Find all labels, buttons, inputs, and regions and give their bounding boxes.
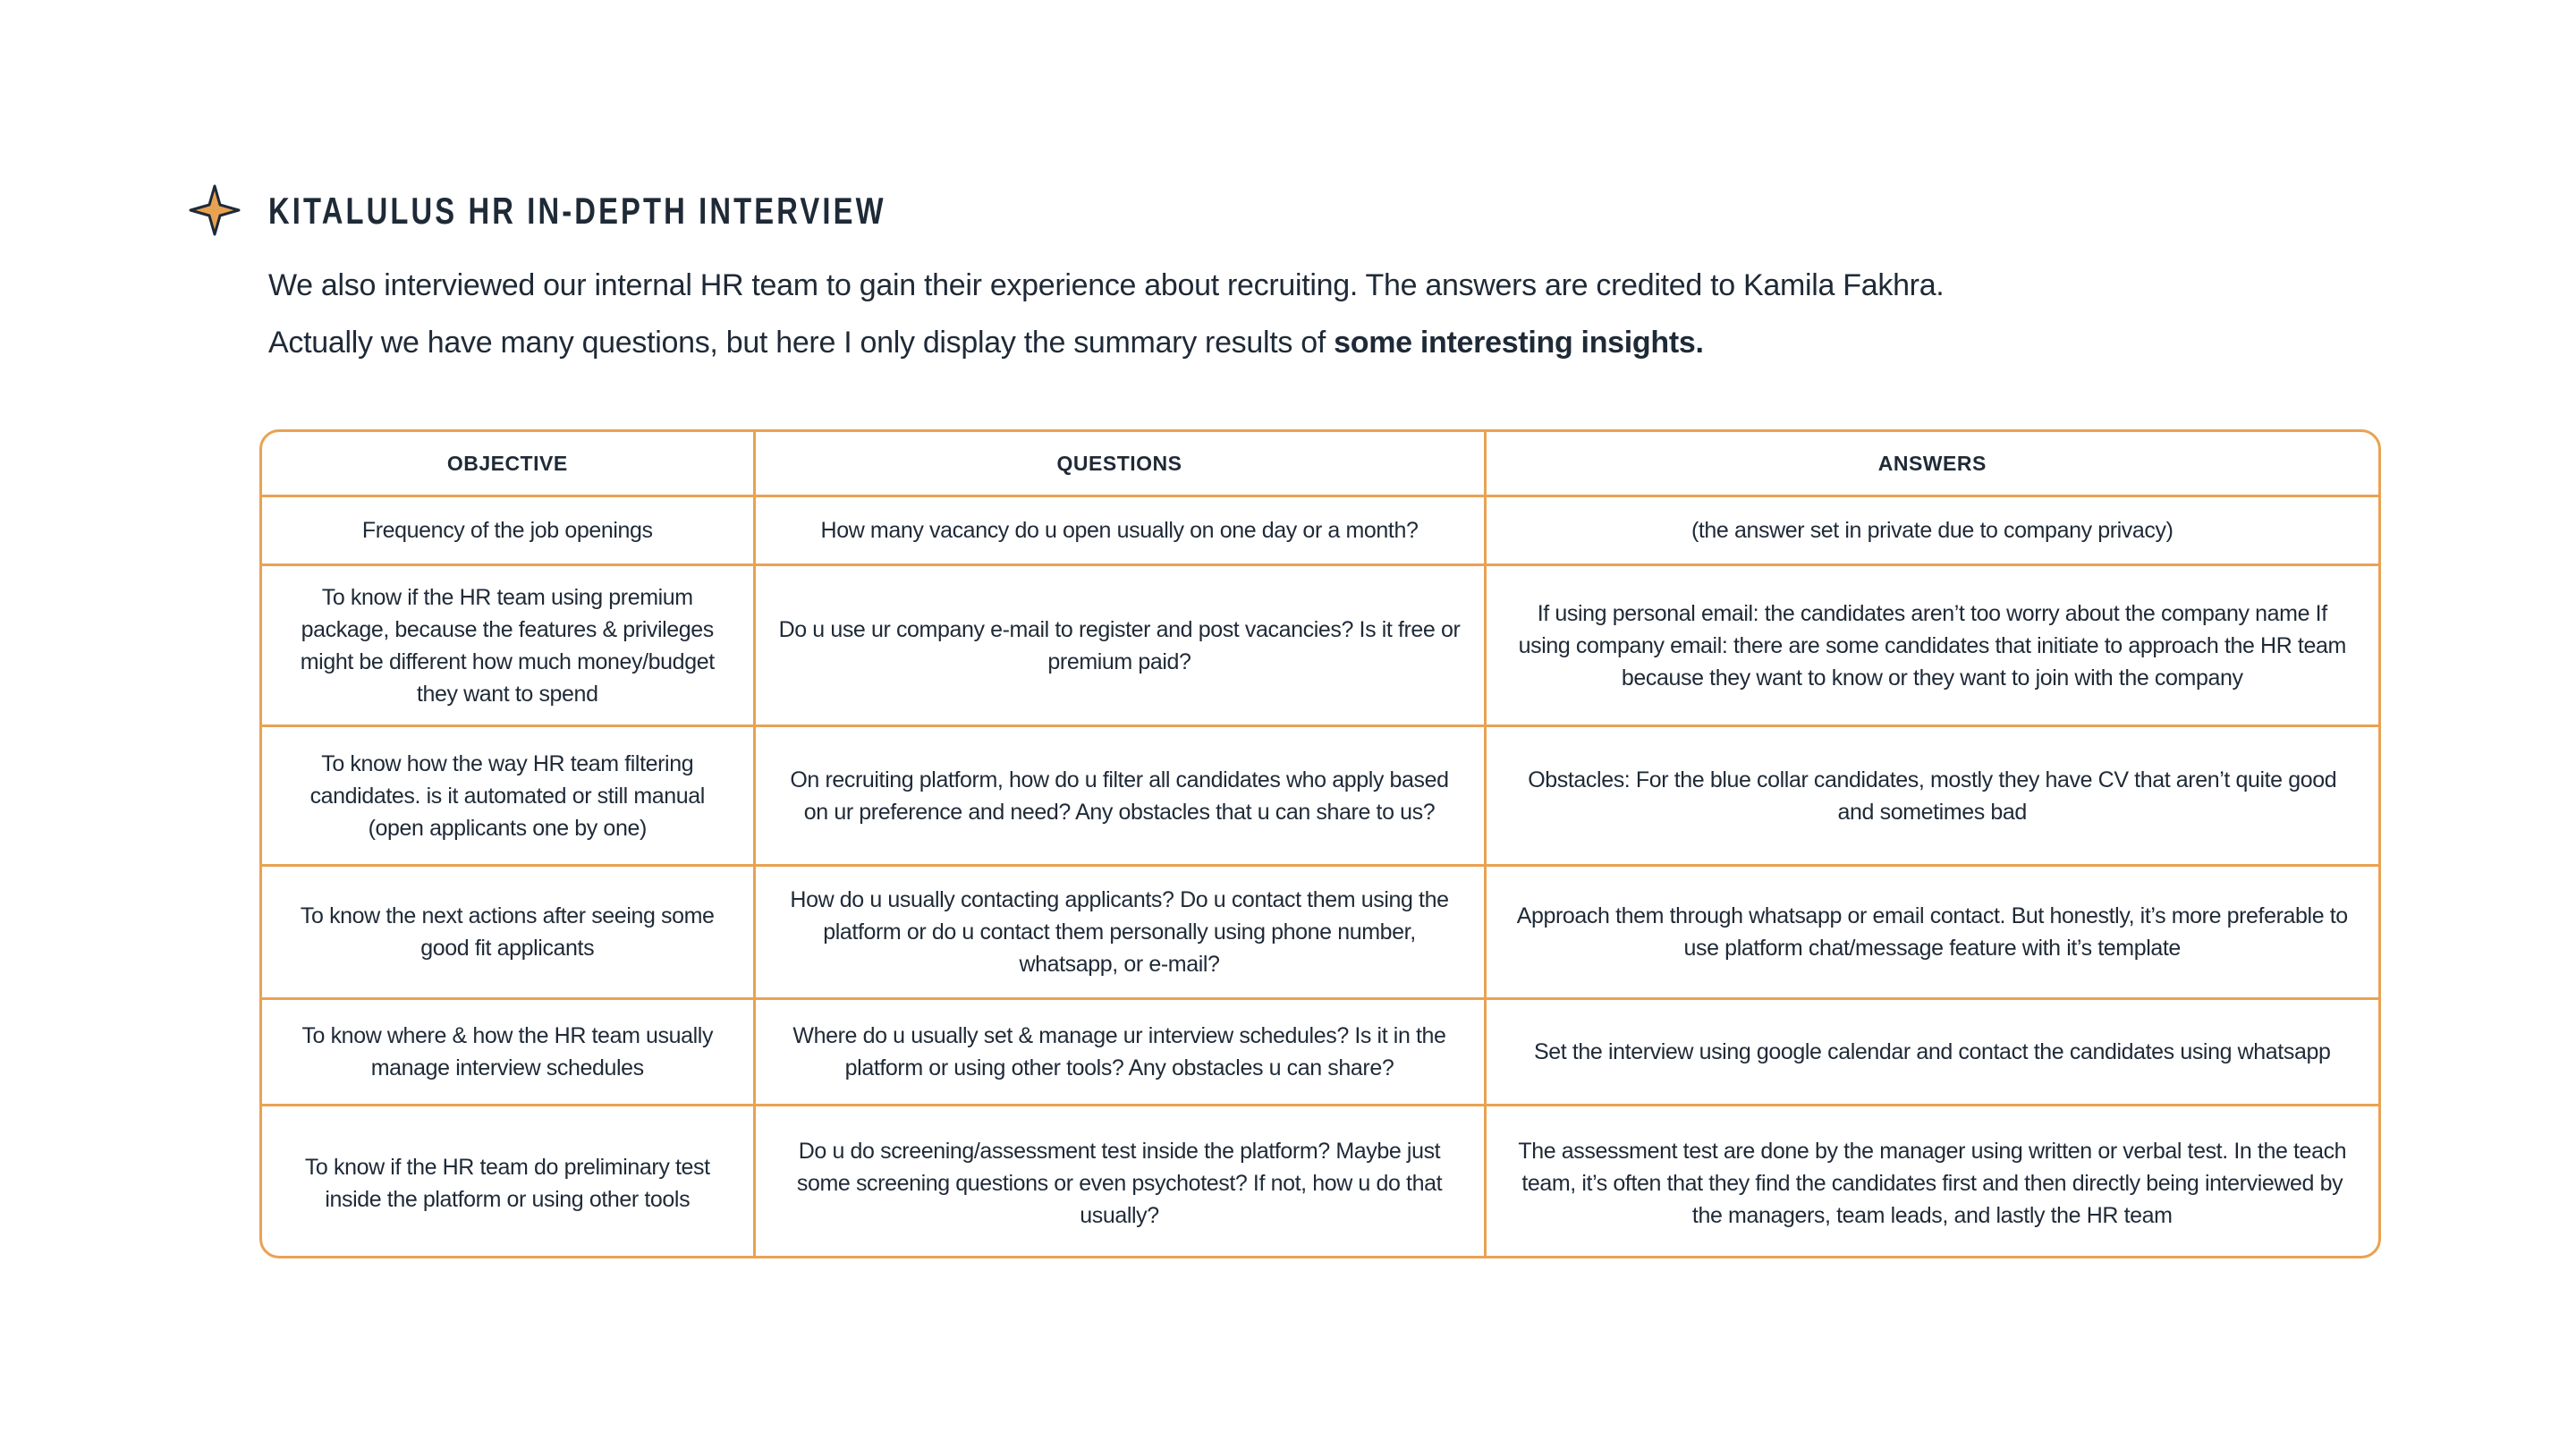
table-row [262,496,2378,565]
question-cell: How do u usually contacting applicants? Do u contact them using the platform or do u contact them personally using phone number, whatsapp, or e-mail? [754,866,1485,999]
answer-cell: The assessment test are done by the manager using written or verbal test. In the teach team, it’s often that they find the candidates first and then directly being interviewed by the managers, team leads, and lastly the HR team [1485,1106,2378,1259]
question-cell: On recruiting platform, how do u filter all candidates who apply based on ur preference and need? Any obstacles that u can share to us? [754,726,1485,866]
objective-cell: To know if the HR team using premium package, because the features & privileges might be different how much money/budget they want to spend [262,565,754,726]
interview-table [259,429,2381,1258]
question-cell: Do u do screening/assessment test inside the platform? Maybe just some screening questions or even psychotest? If not, how u do that usually? [754,1106,1485,1259]
intro-text: We also interviewed our internal HR team to gain their experience about recruiting. The answers are credited to Kamila Fakhra. [268,268,1945,302]
objective-cell: To know where & how the HR team usually manage interview schedules [262,999,754,1106]
table-row [262,565,2378,726]
answer-cell: Obstacles: For the blue collar candidates, mostly they have CV that aren’t quite good and sometimes bad [1485,726,2378,866]
column-header-questions: QUESTIONS [754,432,1485,496]
table-row [262,866,2378,999]
objective-cell: To know how the way HR team filtering candidates. is it automated or still manual (open applicants one by one) [262,726,754,866]
table-row [262,1106,2378,1259]
intro-text-bold: some interesting insights. [1334,326,1704,360]
table-row [262,726,2378,866]
objective-cell: Frequency of the job openings [262,496,754,565]
intro-text-plain: Actually we have many questions, but here I only display the summary results of [268,326,1335,360]
question-cell: How many vacancy do u open usually on one day or a month? [754,496,1485,565]
page-title: KITALULUS HR IN-DEPTH INTERVIEW [268,190,886,232]
four-point-star-icon [188,183,242,237]
column-header-objective: OBJECTIVE [262,432,754,496]
answer-cell: If using personal email: the candidates aren’t too worry about the company name If using company email: there are some candidates that initiate to approach the HR team because they want to know or they want to join with the company [1485,565,2378,726]
objective-cell: To know if the HR team do preliminary test inside the platform or using other tools [262,1106,754,1259]
answer-cell: Approach them through whatsapp or email contact. But honestly, it’s more preferable to use platform chat/message feature with it’s template [1485,866,2378,999]
column-header-answers: ANSWERS [1485,432,2378,496]
answer-cell: Set the interview using google calendar and contact the candidates using whatsapp [1485,999,2378,1106]
answer-cell: (the answer set in private due to company privacy) [1485,496,2378,565]
question-cell: Do u use ur company e-mail to register and post vacancies? Is it free or premium paid? [754,565,1485,726]
intro-text-2 [268,326,1704,360]
table-header-row [262,432,2378,496]
objective-cell: To know the next actions after seeing some good fit applicants [262,866,754,999]
table-row [262,999,2378,1106]
question-cell: Where do u usually set & manage ur interview schedules? Is it in the platform or using other tools? Any obstacles u can share? [754,999,1485,1106]
